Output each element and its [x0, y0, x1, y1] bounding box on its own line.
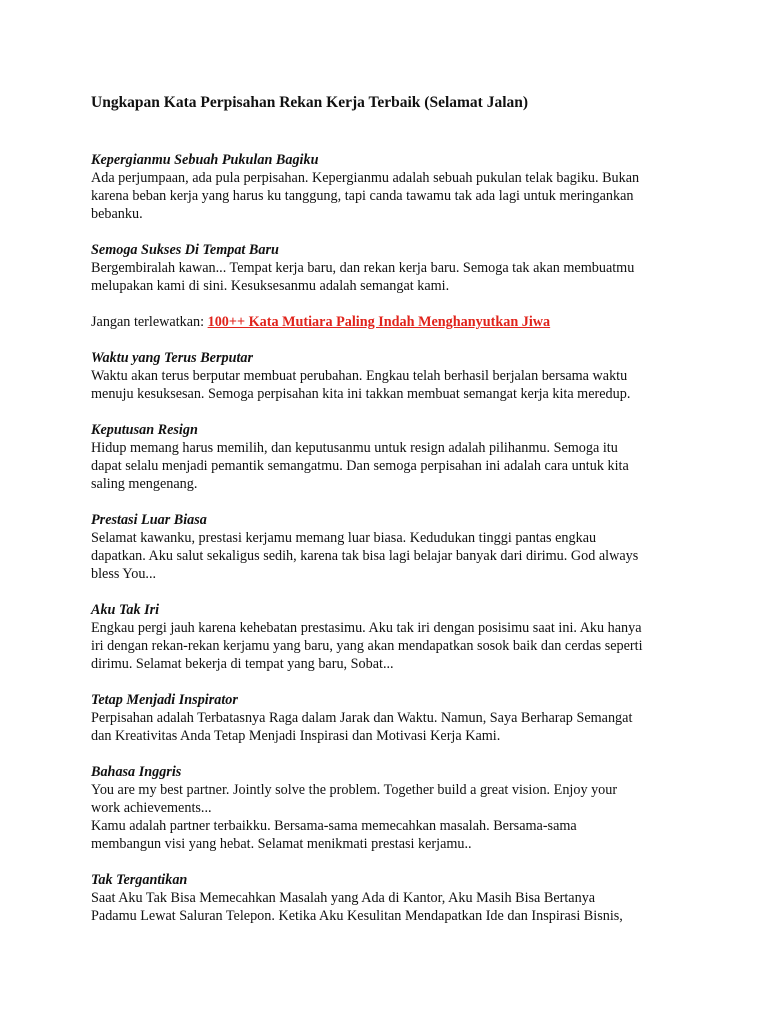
section-heading: Kepergianmu Sebuah Pukulan Bagiku [91, 152, 319, 168]
section-tak-tergantikan [91, 871, 691, 925]
section-line: Padamu Lewat Saluran Telepon. Ketika Aku Kesulitan Mendapatkan Ide dan Inspirasi Bisnis, [91, 908, 623, 924]
section-line: Bergembiralah kawan... Tempat kerja baru, dan rekan kerja baru. Semoga tak akan membuatmu [91, 260, 635, 276]
section-heading: Bahasa Inggris [91, 764, 182, 780]
section-keputusan-resign [91, 421, 691, 493]
section-heading: Tetap Menjadi Inspirator [91, 692, 238, 708]
section-line: membangun visi yang hebat. Selamat menikmati prestasi kerjamu.. [91, 836, 472, 852]
section-line: menuju kesuksesan. Semoga perpisahan kita ini takkan membuat semangat kerja kita meredup. [91, 386, 631, 402]
section-semoga-sukses [91, 241, 691, 295]
section-line: bless You... [91, 566, 157, 582]
section-heading: Tak Tergantikan [91, 872, 188, 888]
section-line: Ada perjumpaan, ada pula perpisahan. Kepergianmu adalah sebuah pukulan telak bagiku. Bukan [91, 170, 640, 186]
section-inspirator [91, 691, 691, 745]
section-line: dapat selalu menjadi pemantik semangatmu. Dan semoga perpisahan ini adalah cara untuk kita [91, 458, 629, 474]
section-line: Waktu akan terus berputar membuat perubahan. Engkau telah berhasil berjalan bersama waktu [91, 368, 628, 384]
promo-link[interactable]: 100++ Kata Mutiara Paling Indah Menghanyutkan Jiwa [207, 314, 551, 330]
document-title: Ungkapan Kata Perpisahan Rekan Kerja Terbaik (Selamat Jalan) [91, 94, 529, 111]
section-heading: Aku Tak Iri [91, 602, 160, 618]
section-heading: Prestasi Luar Biasa [91, 512, 207, 528]
promo-prefix: Jangan terlewatkan: [91, 314, 208, 330]
section-line: bebanku. [91, 206, 143, 222]
document-page [91, 93, 691, 943]
section-aku-tak-iri [91, 601, 691, 673]
section-prestasi [91, 511, 691, 583]
section-heading: Semoga Sukses Di Tempat Baru [91, 242, 279, 258]
section-line: melupakan kami di sini. Kesuksesanmu adalah semangat kami. [91, 278, 450, 294]
section-line: dirimu. Selamat bekerja di tempat yang baru, Sobat... [91, 656, 394, 672]
section-heading: Keputusan Resign [91, 422, 198, 438]
section-line: You are my best partner. Jointly solve the problem. Together build a great vision. Enjoy your [91, 782, 618, 798]
section-kepergianmu [91, 151, 691, 223]
section-line: iri dengan rekan-rekan kerjamu yang baru, yang akan mendapatkan sosok baik dan cerdas seperti [91, 638, 643, 654]
section-line: Hidup memang harus memilih, dan keputusanmu untuk resign adalah pilihanmu. Semoga itu [91, 440, 618, 456]
section-waktu [91, 349, 691, 403]
section-bahasa-inggris [91, 763, 691, 853]
section-line: Engkau pergi jauh karena kehebatan prestasimu. Aku tak iri dengan posisimu saat ini. Aku hanya [91, 620, 642, 636]
section-line: dan Kreativitas Anda Tetap Menjadi Inspirasi dan Motivasi Kerja Kami. [91, 728, 501, 744]
section-line: saling mengenang. [91, 476, 198, 492]
section-line: dapatkan. Aku salut sekaligus sedih, karena tak bisa lagi belajar banyak dari dirimu. God always [91, 548, 639, 564]
section-line: work achievements... [91, 800, 212, 816]
section-line: Selamat kawanku, prestasi kerjamu memang luar biasa. Kedudukan tinggi pantas engkau [91, 530, 597, 546]
promo-line [91, 313, 691, 331]
section-heading: Waktu yang Terus Berputar [91, 350, 254, 366]
section-line: Kamu adalah partner terbaikku. Bersama-sama memecahkan masalah. Bersama-sama [91, 818, 577, 834]
section-line: Perpisahan adalah Terbatasnya Raga dalam Jarak dan Waktu. Namun, Saya Berharap Semangat [91, 710, 633, 726]
section-line: karena beban kerja yang harus ku tanggung, tapi canda tawamu tak ada lagi untuk meringankan [91, 188, 634, 204]
section-line: Saat Aku Tak Bisa Memecahkan Masalah yang Ada di Kantor, Aku Masih Bisa Bertanya [91, 890, 596, 906]
